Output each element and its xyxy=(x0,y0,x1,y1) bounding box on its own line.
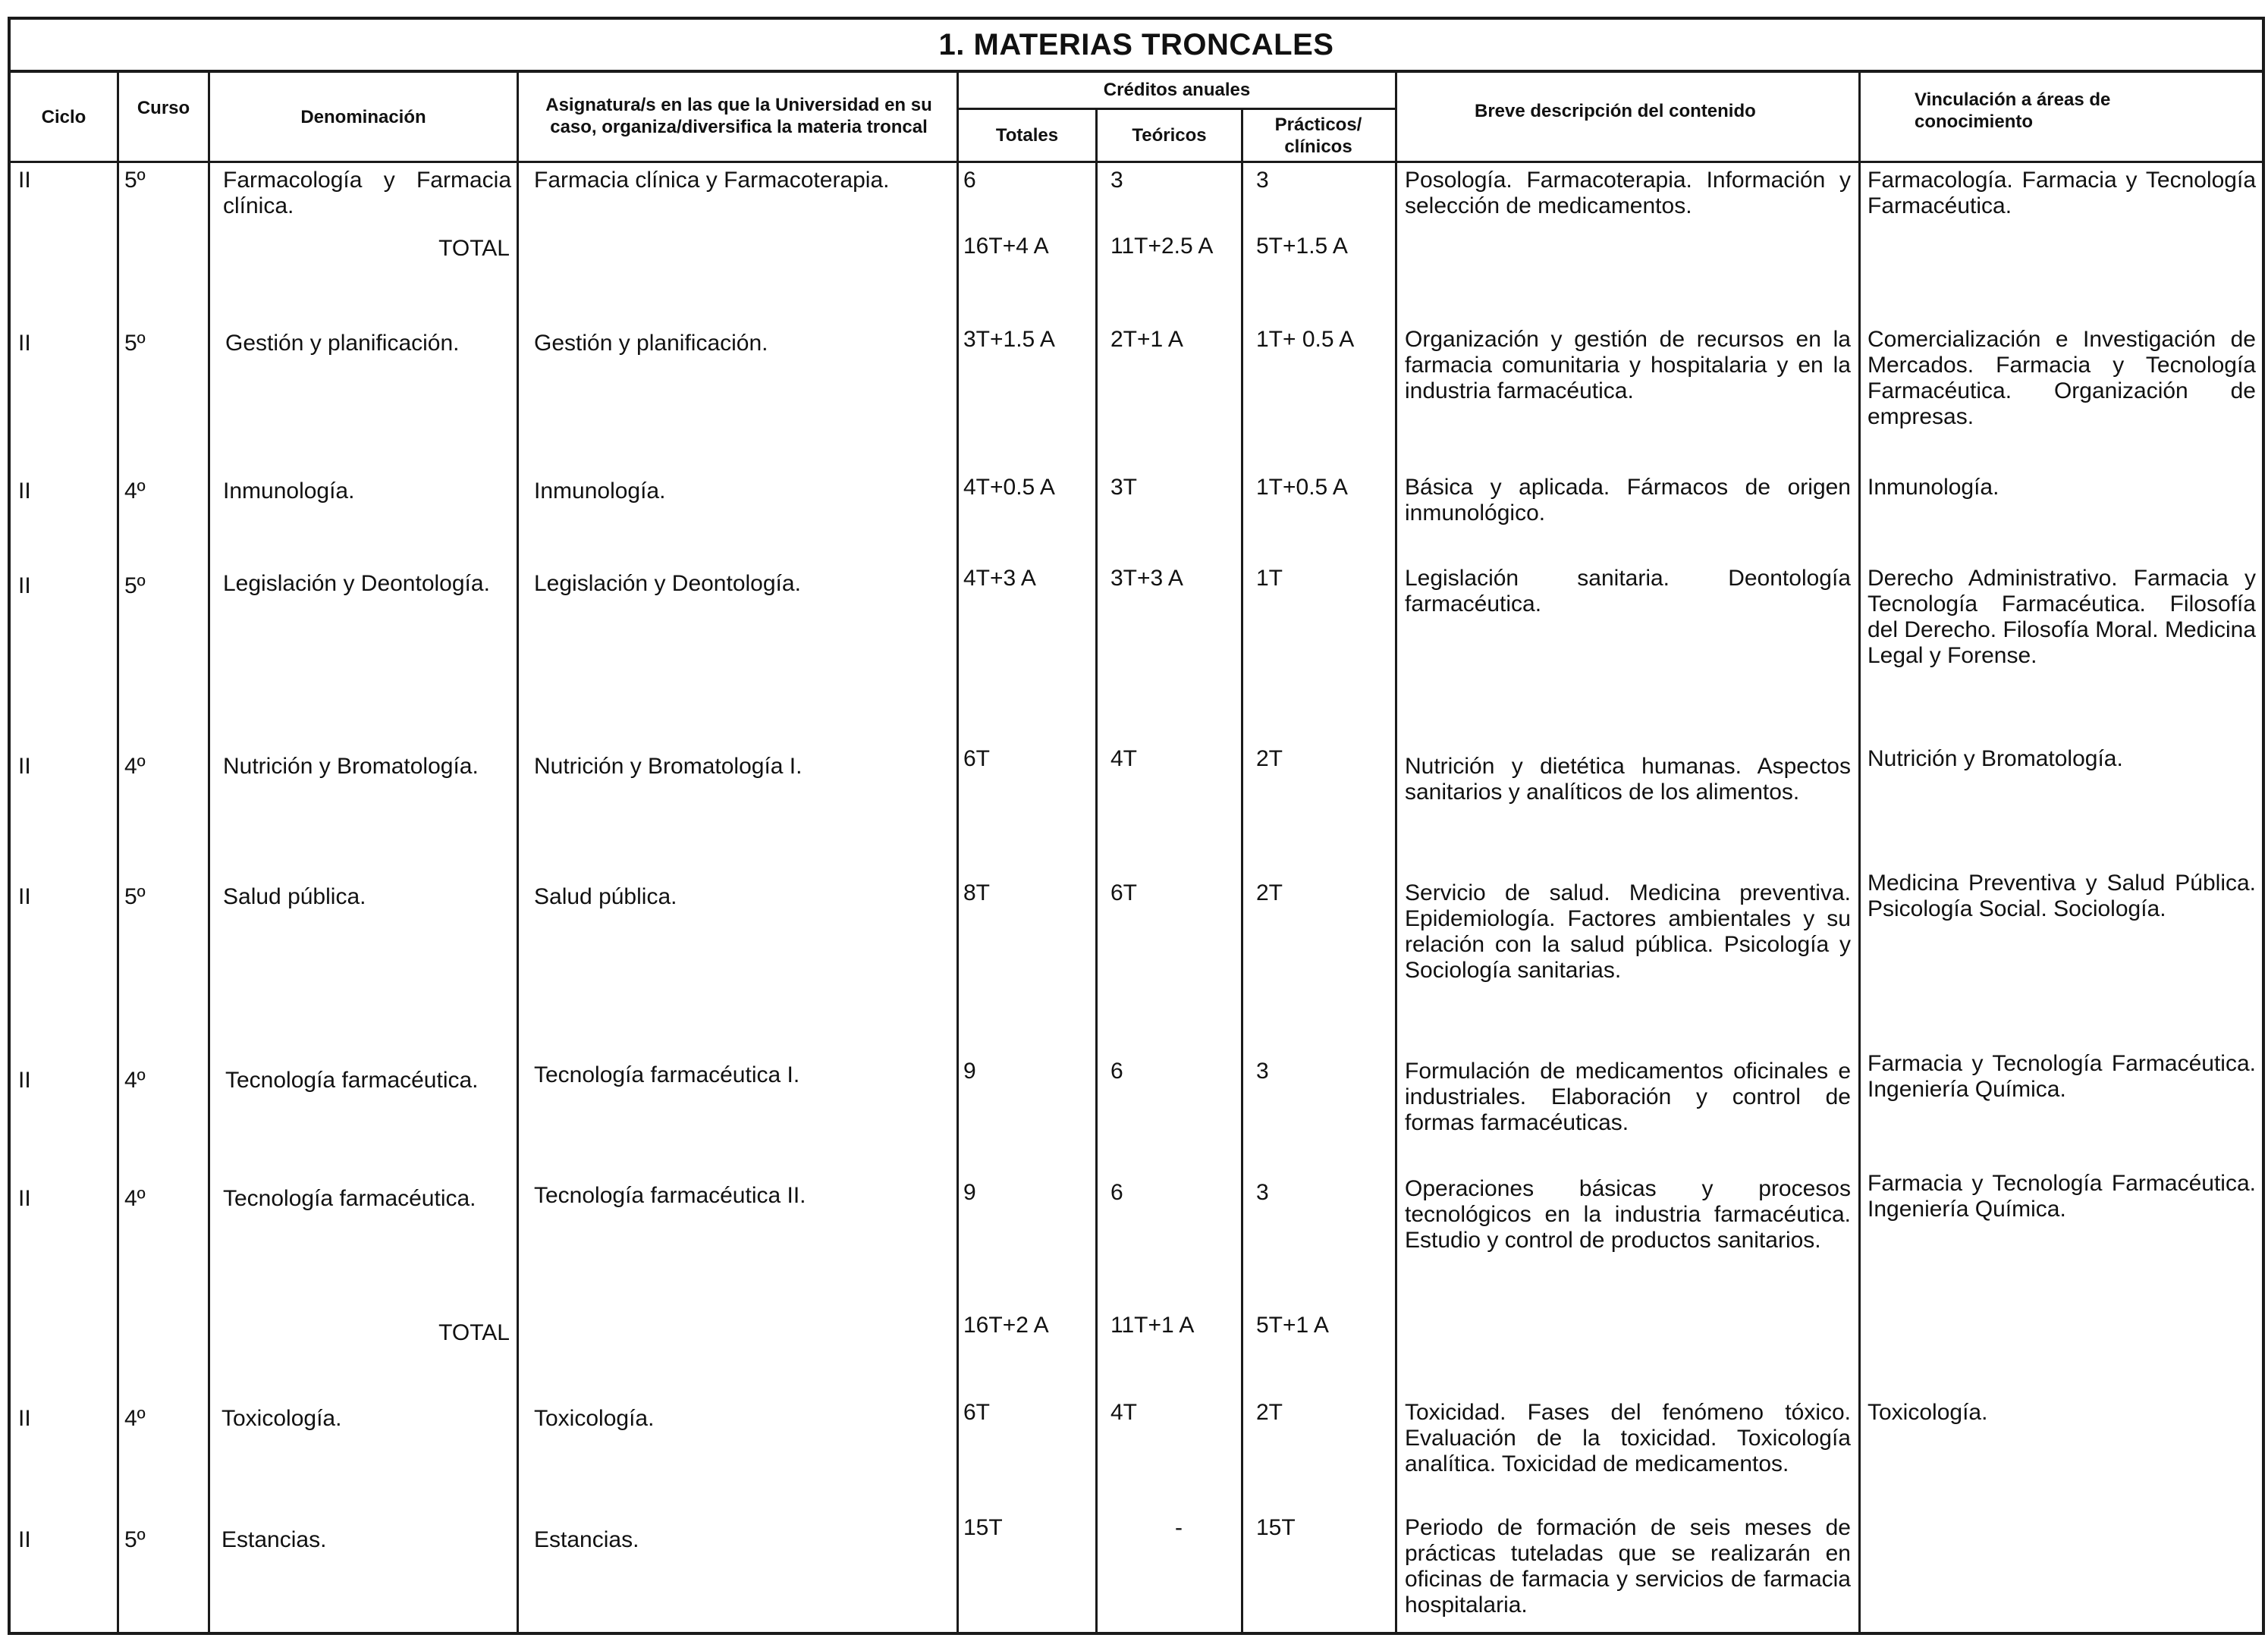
cell-asignatura: Tecnología farmacéutica I. xyxy=(534,1062,800,1087)
cell-ciclo: II xyxy=(18,331,31,356)
cell-curso: 5º xyxy=(124,331,146,356)
cell-asignatura: Nutrición y Bromatología I. xyxy=(534,754,803,779)
cell-asignatura: Inmunología. xyxy=(534,478,666,504)
header-curso: Curso xyxy=(137,97,190,118)
cell-ciclo: II xyxy=(18,1527,31,1552)
col-sep-ciclo xyxy=(117,70,119,1635)
header-teoricos: Teóricos xyxy=(1132,125,1207,146)
cell-totales: 4T+0.5 A xyxy=(963,475,1055,500)
cell-ciclo: II xyxy=(18,478,31,504)
cell-practicos: 1T+ 0.5 A xyxy=(1256,327,1355,352)
cell-descripcion: Periodo de formación de seis meses de prácticas tuteladas que se realizarán en oficinas de farmacia y servicios de farmacia hospitalaria. xyxy=(1405,1515,1851,1617)
cell-denominacion: Tecnología farmacéutica. xyxy=(223,1186,476,1211)
header-totales: Totales xyxy=(995,125,1059,146)
cell-descripcion: Formulación de medicamentos oficinales e industriales. Elaboración y control de formas farmacéuticas. xyxy=(1405,1059,1851,1135)
cell-asignatura: Toxicología. xyxy=(534,1406,655,1431)
cell-denominacion: Nutrición y Bromatología. xyxy=(223,754,479,779)
cell-asignatura: Gestión y planificación. xyxy=(534,331,768,356)
header-vinculacion: Vinculación a áreas de conocimiento xyxy=(1915,89,2111,132)
cell-asignatura: Estancias. xyxy=(534,1527,639,1552)
cell-denominacion: Tecnología farmacéutica. xyxy=(225,1068,479,1093)
cell-vinculacion: Comercialización e Investigación de Mercados. Farmacia y Tecnología Farmacéutica. Organización de empresas. xyxy=(1867,327,2256,429)
cell-asignatura: Farmacia clínica y Farmacoterapia. xyxy=(534,168,890,193)
cell-curso: 4º xyxy=(124,478,146,504)
cell-totales: 4T+3 A xyxy=(963,566,1036,591)
materias-troncales-table xyxy=(8,17,2265,1635)
cell-curso: 4º xyxy=(124,1186,146,1211)
col-sep-teoricos xyxy=(1241,108,1243,1635)
cell-curso: 5º xyxy=(124,168,146,193)
cell-vinculacion: Nutrición y Bromatología. xyxy=(1867,746,2123,771)
cell-practicos: 3 xyxy=(1256,1059,1269,1084)
cell-teoricos: 2T+1 A xyxy=(1110,327,1183,352)
cell-descripcion: Operaciones básicas y procesos tecnológicos en la industria farmacéutica. Estudio y control de productos sanitarios. xyxy=(1405,1176,1851,1253)
header-asignatura: Asignatura/s en las que la Universidad en su caso, organiza/diversifica la materia troncal xyxy=(545,95,932,137)
cell-teoricos: 3T+3 A xyxy=(1110,566,1183,591)
cell-curso: 5º xyxy=(124,1527,146,1552)
cell-practicos: 2T xyxy=(1256,746,1283,771)
cell-totales: 16T+4 A xyxy=(963,234,1049,259)
col-sep-practicos xyxy=(1395,70,1397,1635)
header-creditos: Créditos anuales xyxy=(1103,79,1251,100)
header-bottom-border xyxy=(11,161,2262,163)
cell-descripcion: Legislación sanitaria. Deontología farmacéutica. xyxy=(1405,566,1851,617)
cell-totales: 8T xyxy=(963,880,991,905)
cell-totales: 9 xyxy=(963,1180,976,1205)
col-sep-descripcion xyxy=(1858,70,1861,1635)
cell-vinculacion: Farmacología. Farmacia y Tecnología Farmacéutica. xyxy=(1867,168,2256,218)
cell-curso: 4º xyxy=(124,754,146,779)
cell-descripcion: Organización y gestión de recursos en la farmacia comunitaria y hospitalaria y en la industria farmacéutica. xyxy=(1405,327,1851,403)
cell-totales: 9 xyxy=(963,1059,976,1084)
cell-practicos: 5T+1 A xyxy=(1256,1313,1329,1338)
total-label: TOTAL xyxy=(438,1320,510,1345)
cell-totales: 6T xyxy=(963,1400,991,1425)
cell-teoricos: 6T xyxy=(1110,880,1138,905)
cell-practicos: 1T xyxy=(1256,566,1283,591)
cell-teoricos: 6 xyxy=(1110,1059,1123,1084)
cell-ciclo: II xyxy=(18,1068,31,1093)
cell-ciclo: II xyxy=(18,1186,31,1211)
cell-vinculacion: Medicina Preventiva y Salud Pública. Psicología Social. Sociología. xyxy=(1867,871,2256,921)
cell-practicos: 2T xyxy=(1256,880,1283,905)
total-label: TOTAL xyxy=(438,236,510,261)
cell-asignatura: Tecnología farmacéutica II. xyxy=(534,1183,806,1208)
cell-descripcion: Posología. Farmacoterapia. Información y selección de medicamentos. xyxy=(1405,168,1851,218)
cell-denominacion: Farmacología y Farmacia clínica. xyxy=(223,168,511,218)
cell-totales: 16T+2 A xyxy=(963,1313,1049,1338)
cell-descripcion: Servicio de salud. Medicina preventiva. Epidemiología. Factores ambientales y su relación con la salud pública. Psicología y Sociología sanitarias. xyxy=(1405,880,1851,983)
cell-curso: 4º xyxy=(124,1406,146,1431)
cell-denominacion: Salud pública. xyxy=(223,884,366,909)
cell-teoricos: 3 xyxy=(1110,168,1123,193)
col-sep-denominacion xyxy=(517,70,519,1635)
cell-practicos: 3 xyxy=(1256,168,1269,193)
header-practicos: Prácticos/ clínicos xyxy=(1274,114,1362,157)
cell-vinculacion: Inmunología. xyxy=(1867,475,1999,500)
col-sep-asignatura xyxy=(957,70,959,1635)
cell-teoricos: 11T+2.5 A xyxy=(1110,234,1214,259)
cell-asignatura: Salud pública. xyxy=(534,884,677,909)
cell-descripcion: Nutrición y dietética humanas. Aspectos sanitarios y analíticos de los alimentos. xyxy=(1405,754,1851,805)
cell-curso: 5º xyxy=(124,573,146,598)
cell-teoricos: 11T+1 A xyxy=(1110,1313,1195,1338)
cell-ciclo: II xyxy=(18,884,31,909)
cell-descripcion: Básica y aplicada. Fármacos de origen inmunológico. xyxy=(1405,475,1851,526)
header-descripcion: Breve descripción del contenido xyxy=(1475,100,1756,121)
cell-teoricos: - xyxy=(1175,1515,1183,1540)
cell-teoricos: 3T xyxy=(1110,475,1138,500)
cell-teoricos: 4T xyxy=(1110,1400,1138,1425)
cell-practicos: 2T xyxy=(1256,1400,1283,1425)
cell-vinculacion: Farmacia y Tecnología Farmacéutica. Ingeniería Química. xyxy=(1867,1051,2256,1102)
cell-totales: 6 xyxy=(963,168,976,193)
cell-totales: 6T xyxy=(963,746,991,771)
cell-denominacion: Toxicología. xyxy=(221,1406,342,1431)
cell-vinculacion: Farmacia y Tecnología Farmacéutica. Ingeniería Química. xyxy=(1867,1171,2256,1222)
cell-ciclo: II xyxy=(18,573,31,598)
cell-practicos: 3 xyxy=(1256,1180,1269,1205)
cell-teoricos: 4T xyxy=(1110,746,1138,771)
cell-ciclo: II xyxy=(18,754,31,779)
col-sep-curso xyxy=(208,70,210,1635)
cell-practicos: 15T xyxy=(1256,1515,1296,1540)
cell-ciclo: II xyxy=(18,168,31,193)
cell-vinculacion: Toxicología. xyxy=(1867,1400,1988,1425)
cell-teoricos: 6 xyxy=(1110,1180,1123,1205)
cell-totales: 15T xyxy=(963,1515,1003,1540)
cell-denominacion: Gestión y planificación. xyxy=(225,331,460,356)
cell-curso: 4º xyxy=(124,1068,146,1093)
cell-practicos: 5T+1.5 A xyxy=(1256,234,1348,259)
header-denominacion: Denominación xyxy=(300,106,426,127)
cell-denominacion: Estancias. xyxy=(221,1527,327,1552)
header-ciclo: Ciclo xyxy=(41,106,86,127)
cell-descripcion: Toxicidad. Fases del fenómeno tóxico. Evaluación de la toxicidad. Toxicología analítica. Toxicidad de medicamentos. xyxy=(1405,1400,1851,1476)
cell-denominacion: Inmunología. xyxy=(223,478,355,504)
cell-practicos: 1T+0.5 A xyxy=(1256,475,1348,500)
col-sep-totales xyxy=(1095,108,1098,1635)
cell-asignatura: Legislación y Deontología. xyxy=(534,571,801,596)
cell-denominacion: Legislación y Deontología. xyxy=(223,571,490,596)
cell-totales: 3T+1.5 A xyxy=(963,327,1055,352)
cell-curso: 5º xyxy=(124,884,146,909)
cell-vinculacion: Derecho Administrativo. Farmacia y Tecnología Farmacéutica. Filosofía del Derecho. Filosofía Moral. Medicina Legal y Forense. xyxy=(1867,566,2256,668)
table-title: 1. MATERIAS TRONCALES xyxy=(11,20,2262,73)
cell-ciclo: II xyxy=(18,1406,31,1431)
